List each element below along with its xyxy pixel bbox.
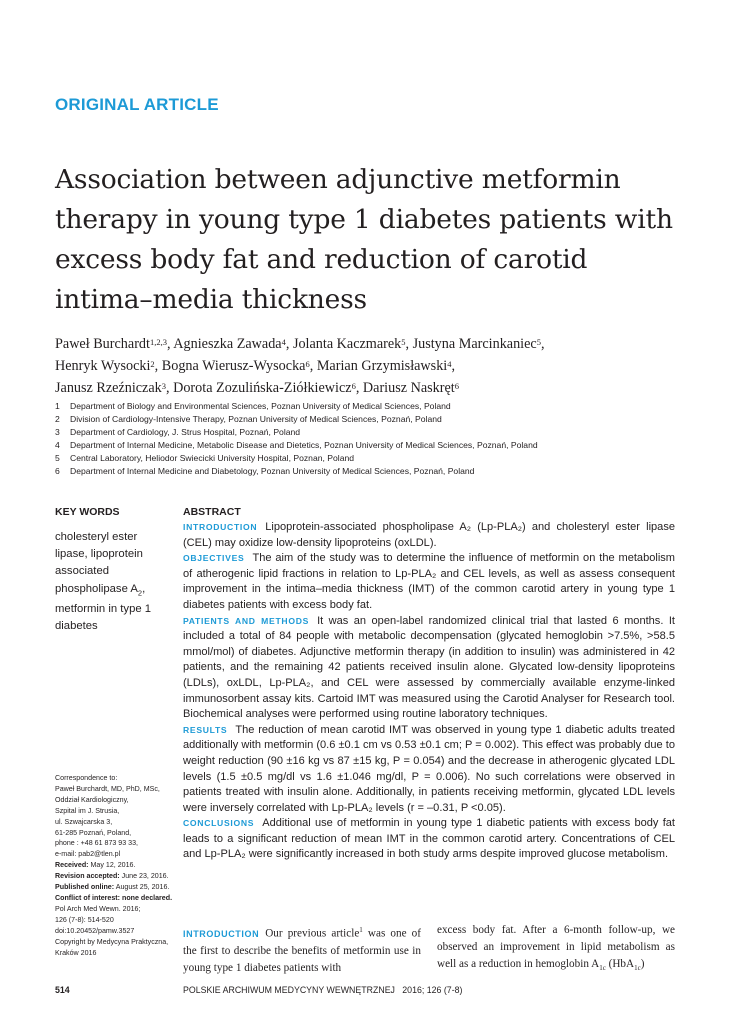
author: Agnieszka Zawada$^4$, (173, 336, 293, 352)
doi-line: doi:10.20452/pamw.3527 (55, 926, 135, 935)
correspondence-line: phone : +48 61 873 93 33, (55, 839, 139, 848)
reference-link[interactable]: 1 (359, 926, 363, 934)
abstract-results: RESULTS The reduction of mean carotid IMT was observed in young type 1 diabetic adults treated additionally with metformin (0.6 ±0.1 cm vs 0.53 ±0.1 cm; P = 0.002). This effect was probably due to weight reduction (90 ±16 kg vs 87 ±15 kg, P = 0.054) and the decrease in atherogenic glycated LDL levels (1.5 ±0.5 mg/dl vs 1.6 ±1.046 mg/dl, P = 0.006). No such correlations were observed in patients treated with insulin alone. Additionally, in patients receiving metformin, glycated LDL levels were inversely correlated with Lp-PLA₂ levels (r = –0.31, P <0.05). (183, 723, 675, 814)
author: Bogna Wierusz-Wysocka$^6$, (161, 358, 317, 374)
keywords-heading: KEY WORDS (55, 506, 120, 518)
abstract-conclusions: CONCLUSIONS Additional use of metformin in young type 1 diabetic patients with excess body fat leads to a significant reduction of mean IMT in the common carotid artery. Concentrations of CEL and Lp-PLA₂ were significantly increased in both study arms despite improved glucose metabolism. (183, 817, 675, 861)
author: Paweł Burchardt$^{1,2,3}$, (55, 336, 174, 352)
affiliation: 5 Central Laboratory, Heliodor Swiecicki University Hospital, Poznan, Poland (55, 453, 355, 464)
journal-name: POLSKIE ARCHIWUM MEDYCYNY WEWNĘTRZNEJ 2016; 126 (7-8) (183, 985, 463, 995)
page-footer (55, 985, 675, 995)
published-date: Published online: August 25, 2016. (55, 883, 170, 892)
body-column-left: INTRODUCTION Our previous article$^1$ was one of the first to describe the benefits of metformin use in young type 1 diabetes patients with (183, 926, 421, 974)
article-title: Association between adjunctive metformin therapy in young type 1 diabetes patients with excess body fat and reduction of carotid intima–media thickness (55, 164, 673, 315)
correspondence-email[interactable]: e-mail: pab2@tlen.pl (55, 850, 121, 859)
keywords-text: cholesteryl ester lipase, lipoprotein associated phospholipase $A_2$, metformin in type 1 diabetes (55, 531, 152, 633)
author: Dorota Zozulińska-Ziółkiewicz$^6$, (173, 380, 363, 396)
copyright-line: Copyright by Medycyna Praktyczna, (55, 937, 169, 946)
copyright-line: Kraków 2016 (55, 948, 97, 957)
correspondence-heading: Correspondence to: (55, 774, 118, 782)
author: Marian Grzymisławski$^4$, (316, 358, 456, 374)
received-date: Received: May 12, 2016. (55, 861, 136, 870)
page-number: 514 (55, 985, 70, 995)
citation-line: 126 (7-8): 514-520 (55, 915, 114, 924)
author: Dariusz Naskręt$^6$ (362, 380, 459, 396)
affiliation: 6 Department of Internal Medicine and Diabetology, Poznan University of Medical Sciences, Poznań, Poland (55, 466, 475, 477)
affiliation: 4 Department of Internal Medicine, Metabolic Disease and Dietetics, Poznan University of Medical Sciences, Poznań, Poland (55, 440, 538, 451)
abstract-methods: PATIENTS AND METHODS It was an open-label randomized clinical trial that lasted 6 months. It included a total of 84 people with metabolic decompensation (glycated hemoglobin >7.5%, >58.5 mmol/mol) of diabetes. Adjunctive metformin therapy (in addition to insulin) was administered in 42 patients, and the remaining 42 patients received insulin alone. Glycated low-density lipoproteins (LDLs), oxLDL, Lp-PLA₂, and CEL were assessed by commercially available enzyme-linked immunosorbent assay kits. Cartoid IMT was measured using the Carotid Analyser for Research tool. Biochemical analyses were performed using routine laboratory techniques. (183, 614, 675, 721)
abstract-heading: ABSTRACT (183, 506, 241, 518)
conflict-statement: Conflict of interest: none declared. (55, 893, 173, 902)
author: Janusz Rzeźniczak$^3$, (55, 380, 174, 396)
introduction-heading: INTRODUCTION (183, 928, 260, 939)
citation-line: Pol Arch Med Wewn. 2016; (55, 904, 141, 913)
author: Justyna Marcinkaniec$^5$, (412, 336, 545, 352)
affiliation: 3 Department of Cardiology, J. Strus Hospital, Poznań, Poland (55, 427, 301, 438)
correspondence-line: Szpital im J. Strusia, (55, 806, 120, 815)
correspondence-line: 61-285 Poznań, Poland, (55, 828, 132, 837)
abstract-introduction: INTRODUCTION Lipoprotein-associated phospholipase A₂ (Lp-PLA₂) and cholesteryl ester lipase (CEL) may oxidize low-density lipoproteins (oxLDL). (183, 521, 675, 549)
affiliation: 1 Department of Biology and Environmental Sciences, Poznan University of Medical Sciences, Poland (55, 401, 451, 411)
correspondence-block (55, 773, 175, 958)
affiliation: 2 Division of Cardiology-Intensive Therapy, Poznan University of Medical Sciences, Poznań, Poland (55, 414, 442, 425)
correspondence-line: Paweł Burchardt, MD, PhD, MSc, (55, 784, 160, 793)
abstract-body (183, 520, 675, 863)
abstract-objectives: OBJECTIVES The aim of the study was to determine the influence of metformin on the metabolism of atherogenic lipid fractions in relation to Lp-PLA₂ and CEL levels, as well as assess consequent improvement in the intima–media thickness (IMT) of the common carotid artery in young type 1 diabetes patients with excess body fat. (183, 552, 675, 611)
author-list (55, 333, 695, 399)
section-label: ORIGINAL ARTICLE (55, 95, 219, 114)
correspondence-line: ul. Szwajcarska 3, (55, 817, 113, 826)
author: Jolanta Kaczmarek$^5$, (292, 336, 413, 352)
body-column-right: excess body fat. After a 6-month follow-up, we observed an improvement in lipid metabolism as well as a reduction in hemoglobin $A_{1c}$ (HbA$_{1c}$) (437, 924, 675, 973)
author: Henryk Wysocki$^2$, (55, 358, 162, 374)
revision-date: Revision accepted: June 23, 2016. (55, 872, 169, 881)
affiliation-list (55, 400, 695, 479)
correspondence-line: Oddział Kardiologiczny, (55, 795, 129, 804)
